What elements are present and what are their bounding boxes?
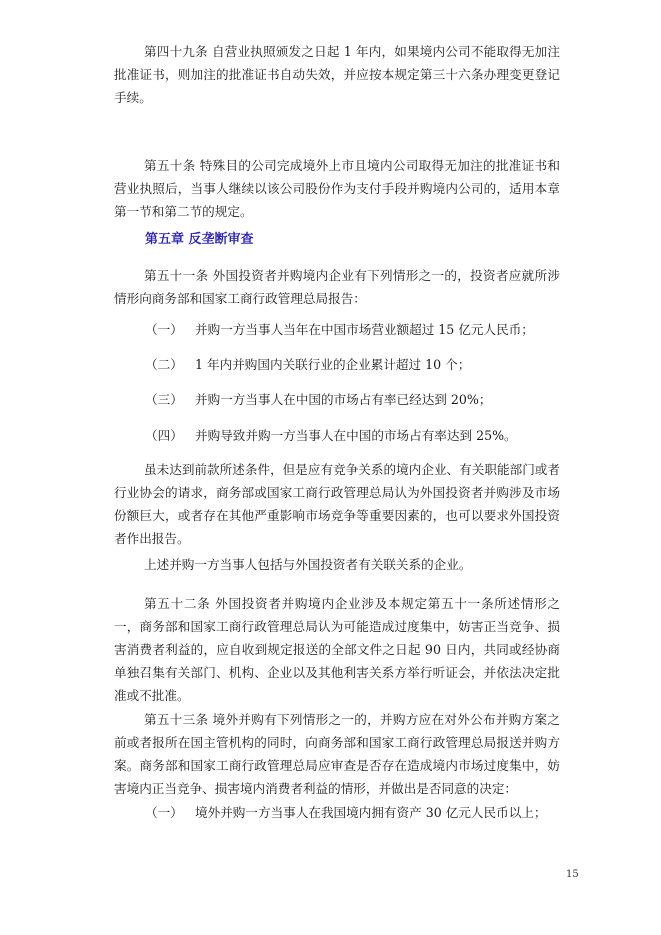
list-item	[145, 320, 534, 340]
article-50: 第五十条 特殊目的公司完成境外上市且境内公司取得无加注的批准证书和营业执照后，当事人继续以该公司股份作为支付手段并购境内公司的，适用本章第一节和第二节的规定。	[114, 158, 560, 219]
article-51-paragraph-3: 上述并购一方当事人包括与外国投资者有关联关系的企业。	[144, 557, 472, 572]
article-51-paragraph-2: 虽未达到前款所述条件，但是应有竞争关系的境内企业、有关职能部门或者行业协会的请求，商务部或国家工商行政管理总局认为外国投资者并购涉及市场份额巨大，或者存在其他严重影响市场竞争等重要因素的，也可以要求外国投资者作出报告。	[114, 462, 560, 546]
list-item	[145, 390, 491, 410]
page-number: 15	[566, 869, 579, 880]
article-49: 第四十九条 自营业执照颁发之日起 1 年内，如果境内公司不能取得无加注批准证书，则加注的批准证书自动失效，并应按本规定第三十六条办理变更登记手续。	[114, 44, 560, 105]
list-item	[145, 355, 470, 375]
list-item-text: 并购一方当事人当年在中国市场营业额超过 15 亿元人民币；	[195, 322, 534, 337]
chapter-heading: 第五章 反垄断审查	[145, 232, 254, 247]
list-item-text: 1 年内并购国内关联行业的企业累计超过 10 个；	[195, 357, 471, 372]
list-item-number: （三）	[145, 392, 183, 407]
list-item-number: （一）	[145, 322, 183, 337]
list-item	[145, 426, 517, 446]
list-item-text: 并购一方当事人在中国的市场占有率已经达到 20%；	[195, 392, 492, 407]
article-52: 第五十二条 外国投资者并购境内企业涉及本规定第五十一条所述情形之一，商务部和国家工商行政管理总局认为可能造成过度集中，妨害正当竞争、损害消费者利益的，应自收到规定报送的全部文件之日起 90 日内，共同或经协商单独召集有关部门、机构、企业以及其他利害关系方举行听证会，并依法决定批准或不批准。	[114, 596, 560, 703]
list-item-number: （二）	[145, 357, 183, 372]
list-item-number: （四）	[145, 428, 183, 443]
article-53: 第五十三条 境外并购有下列情形之一的，并购方应在对外公布并购方案之前或者报所在国主管机构的同时，向商务部和国家工商行政管理总局报送并购方案。商务部和国家工商行政管理总局应审查是否存在造成境内市场过度集中，妨害境内正当竞争、损害境内消费者利益的情形，并做出是否同意的决定：	[114, 712, 560, 796]
list-item-text: 境外并购一方当事人在我国境内拥有资产 30 亿元人民币以上；	[195, 805, 547, 820]
list-item-number: （一）	[145, 805, 183, 820]
list-item-text: 并购导致并购一方当事人在中国的市场占有率达到 25%。	[195, 428, 517, 443]
list-item	[145, 803, 546, 823]
article-51: 第五十一条 外国投资者并购境内企业有下列情形之一的，投资者应就所涉情形向商务部和国家工商行政管理总局报告：	[114, 268, 560, 306]
